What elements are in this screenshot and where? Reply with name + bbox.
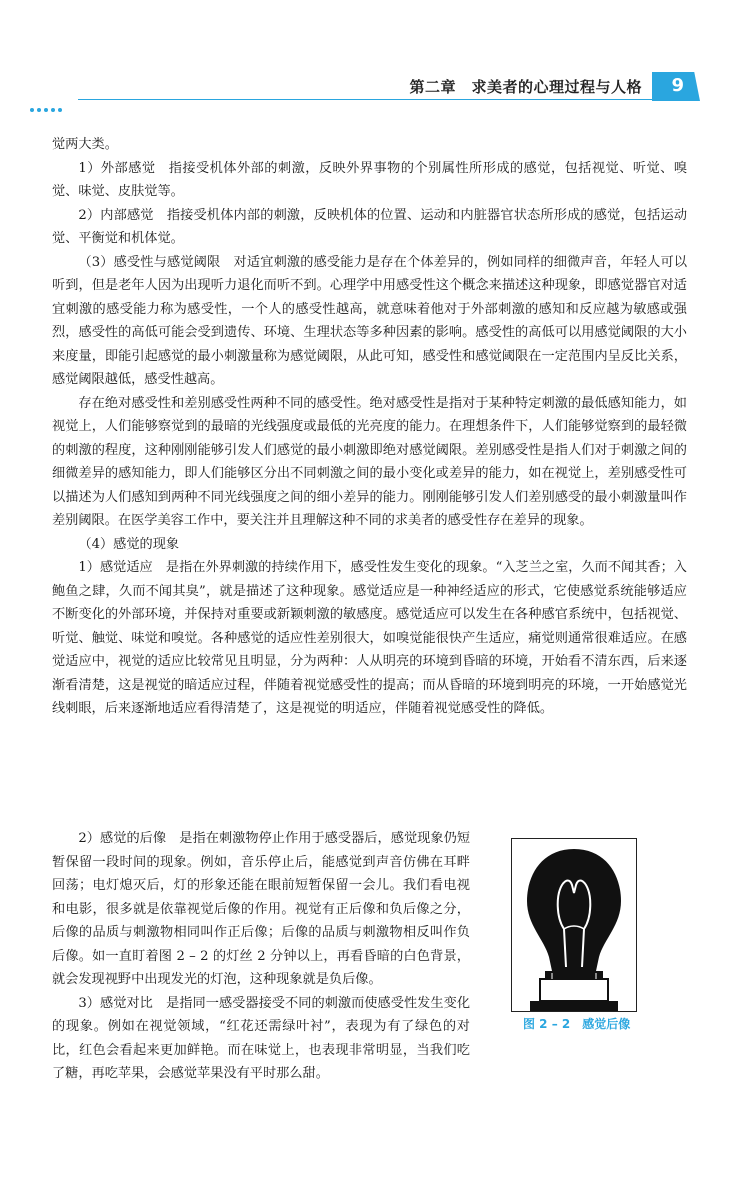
paragraph [52,157,687,204]
figure-caption: 图 2 – 2 感觉后像 [523,1017,631,1031]
item-heading: 3）感觉对比 [78,995,153,1011]
page-header [0,72,750,112]
decor-dot [37,108,41,112]
paragraph-text: 指接受机体外部的刺激，反映外界事物的个别属性所形成的感觉，包括视觉、听觉、嗅觉、味觉、皮肤觉等。 [52,160,688,199]
paragraph-text: 指接受机体内部的刺激，反映机体的位置、运动和内脏器官状态所形成的感觉，包括运动觉、平衡觉和机体觉。 [52,207,688,246]
section-heading: （3）感受性与感觉阈限 [78,254,221,270]
paragraph [52,133,687,157]
paragraph-text: 觉两大类。 [52,137,118,152]
paragraph-text: 是指在刺激物停止作用于感受器后，感觉现象仍短暂保留一段时间的现象。例如，音乐停止后，能感觉到声音仿佛在耳畔回荡；电灯熄灭后，灯的形象还能在眼前短暂保留一会儿。我们看电视和电影，很多就是依靠视觉后像的作用。视觉有正后像和负后像之分，后像的品质与刺激物相同叫作正后像；后像的品质与刺激物相反叫作负后像。如一直盯着图 2 – 2 的灯丝 2 分钟以上，再看昏暗的白色背景，就会发现视野中出现发光的灯泡，这种现象就是负后像。 [52,831,471,987]
section-heading: （4）感觉的现象 [78,536,180,552]
decor-dot [51,108,55,112]
paragraph-text: 是指在外界刺激的持续作用下，感受性发生变化的现象。“入芝兰之室，久而不闻其香；入鲍鱼之肆，久而不闻其臭”，就是描述了这种现象。感觉适应是一种神经适应的形式，它使感觉系统能够适应不断变化的外部环境，并保持对重要或新颖刺激的敏感度。感觉适应可以发生在各种感官系统中，包括视觉、听觉、触觉、味觉和嗅觉。各种感觉的适应性差别很大，如嗅觉能很快产生适应，痛觉则通常很难适应。在感觉适应中，视觉的适应比较常见且明显，分为两种：人从明亮的环境到昏暗的环境，开始看不清东西，后来逐渐看清楚，这是视觉的暗适应过程，伴随着视觉感受性的提高；而从昏暗的环境到明亮的环境，一开始感觉光线刺眼，后来逐渐地适应看得清楚了，这是视觉的明适应，伴随着视觉感受性的降低。 [52,560,687,716]
paragraph [52,827,470,992]
decor-dot [58,108,62,112]
paragraph-text: 存在绝对感受性和差别感受性两种不同的感受性。绝对感受性是指对于某种特定刺激的最低感知能力，如视觉上，人们能够察觉到的最暗的光线强度或最低的光亮度的能力。在理想条件下，人们能够觉察到的最轻微的刺激的程度，这种刚刚能够引发人们感觉的最小刺激即绝对感觉阈限。差别感受性是指人们对于刺激之间的细微差异的感知能力，即人们能够区分出不同刺激之间的最小变化或差异的能力，如在视觉上，差别感受性可以描述为人们感知到两种不同光线强度之间的细小差异的能力。刚刚能够引发人们差别感受的最小刺激量叫作差别阈限。在医学美容工作中，要关注并且理解这种不同的求美者的感受性存在差异的现象。 [52,395,687,528]
chapter-title: 第二章 求美者的心理过程与人格 [409,78,642,96]
item-heading: 1）感觉适应 [78,560,153,575]
wrapped-text [52,827,470,1086]
item-heading: 2）感觉的后像 [78,831,167,846]
paragraph [52,392,687,533]
paragraph [52,251,687,392]
decor-dot [30,108,34,112]
main-text [52,133,687,721]
figure-image [511,838,637,1012]
header-rule [78,99,695,100]
item-heading: 1）外部感觉 [78,160,156,176]
header-dots [30,97,65,103]
light-bulb-icon [512,839,636,1011]
paragraph [52,204,687,251]
paragraph-text: 是指同一感受器接受不同的刺激而使感受性发生变化的现象。例如在视觉领域，“红花还需绿叶衬”，表现为有了绿色的对比，红色会看起来更加鲜艳。而在味觉上，也表现非常明显，当我们吃了糖，再吃苹果，会感觉苹果没有平时那么甜。 [52,995,471,1081]
decor-dot [44,108,48,112]
paragraph [52,992,470,1086]
paragraph [52,556,687,721]
paragraph-text: 对适宜刺激的感受能力是存在个体差异的，例如同样的细微声音，年轻人可以听到，但是老年人因为出现听力退化而听不到。心理学中用感受性这个概念来描述这种现象，即感觉器官对适宜刺激的感受能力称为感受性，一个人的感受性越高，就意味着他对于外部刺激的感知和反应越为敏感或强烈，感受性的高低可能会受到遗传、环境、生理状态等多种因素的影响。感受性的高低可以用感觉阈限的大小来度量，即能引起感觉的最小刺激量称为感觉阈限，从此可知，感受性和感觉阈限在一定范围内呈反比关系，感觉阈限越低，感受性越高。 [52,254,688,387]
page-number: 9 [671,75,684,96]
item-heading: 2）内部感觉 [78,207,154,223]
